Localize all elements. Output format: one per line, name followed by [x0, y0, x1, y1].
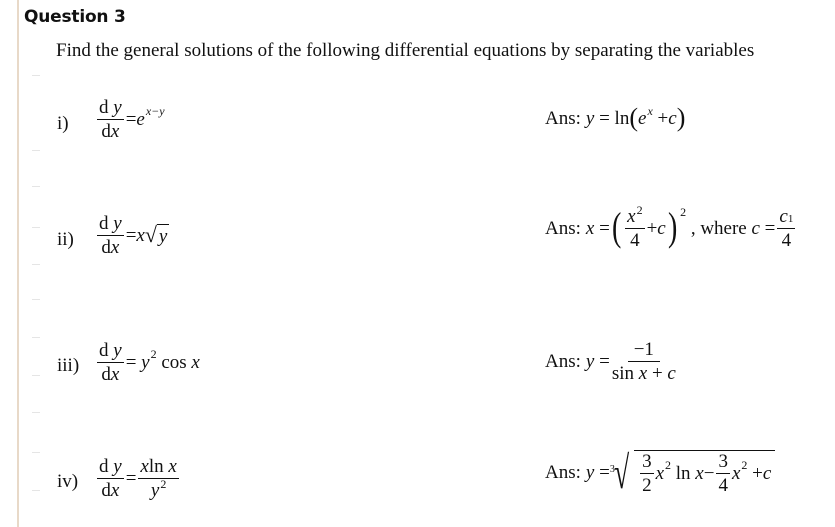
margin-tick [32, 375, 40, 376]
equation-iv: $\frac{\text{d y}}{dx}$ = $\frac{\text{xln x}}{y^2}$ [99, 456, 177, 501]
margin-tick [32, 264, 40, 265]
item-label-i: i) [57, 113, 69, 134]
margin-tick [32, 299, 40, 300]
left-margin-bar [0, 0, 19, 527]
answer-iv: Ans: y = 3 √ $\frac{3}{2}$ x 2 ln x − $\frac{3}{4}$ x 2 + c [545, 450, 775, 496]
equation-i: $\frac{\text{d y}}{dx}$ = e x−y [99, 97, 165, 142]
margin-tick [32, 75, 40, 76]
item-label-ii: ii) [57, 229, 74, 250]
item-label-iv: iv) [57, 471, 79, 492]
margin-tick [32, 227, 40, 228]
answer-i: Ans: y = ln ( e x + c ) [545, 103, 686, 132]
margin-tick [32, 412, 40, 413]
margin-tick [32, 490, 40, 491]
equation-ii: $\frac{\text{d y}}{dx}$ = x √ y [99, 213, 168, 258]
margin-tick [32, 337, 40, 338]
instruction-text: Find the general solutions of the following differential equations by separating the variables [56, 40, 755, 61]
answer-iii: Ans: y = $\frac{-1}{\text{sin x + c}}$ [545, 339, 676, 384]
equation-iii: $\frac{\text{d y}}{dx}$ = y 2 cos x [99, 340, 200, 385]
margin-tick [32, 186, 40, 187]
question-title: Question 3 [24, 7, 126, 27]
margin-tick [32, 150, 40, 151]
answer-ii: Ans: x = ( $\frac{x^2}{4}$ + c ) 2 , where c = $\frac{c1}{4}$ [545, 203, 794, 251]
margin-tick [32, 452, 40, 453]
item-label-iii: iii) [57, 355, 80, 376]
